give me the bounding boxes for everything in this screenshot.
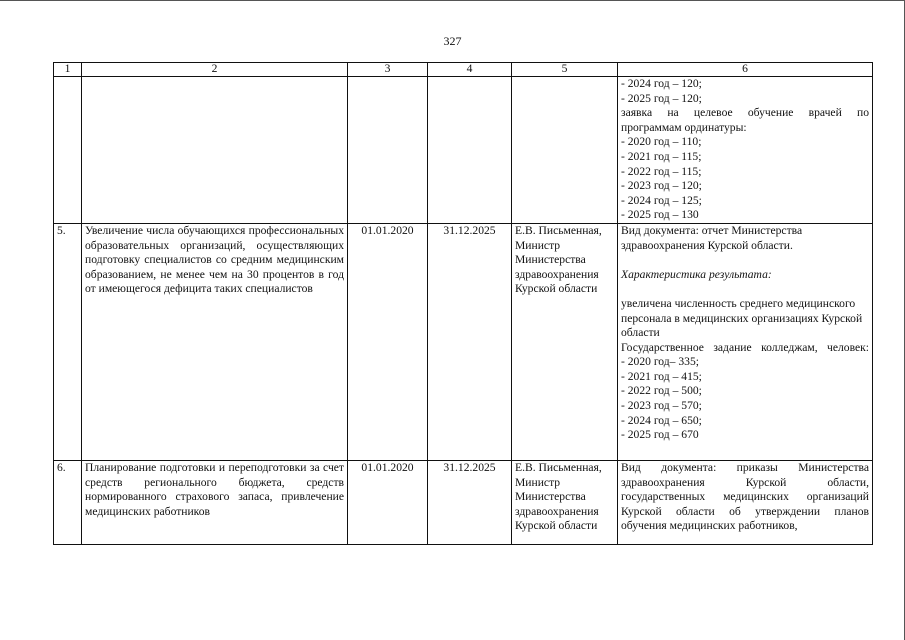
continuation-num-cell	[54, 77, 82, 224]
document-type: Вид документа: приказы Министерства здравоохранения Курской области, государственных медицинских организаций Курской области об утверждении планов обучения медицинских работников,	[618, 460, 873, 544]
continuation-start-cell	[348, 77, 428, 224]
responsible-line: здравоохранения	[515, 504, 599, 518]
start-date: 01.01.2020	[348, 223, 428, 460]
year-value: - 2020 год– 335;	[621, 355, 699, 369]
continuation-line: - 2025 год – 120;	[621, 91, 702, 105]
year-value: - 2025 год – 670	[621, 428, 699, 442]
continuation-resp-cell	[512, 77, 618, 224]
header-col-2: 2	[82, 63, 348, 77]
continuation-result-cell	[618, 77, 873, 224]
continuation-line: - 2024 год – 125;	[621, 193, 702, 207]
responsible-line: Курской области	[515, 519, 598, 533]
continuation-desc-cell	[82, 77, 348, 224]
row-description: Планирование подготовки и переподготовки за счет средств регионального бюджета, средств нормированного страхового запаса, привлечение медицинских работников	[82, 460, 348, 544]
year-value: - 2024 год – 650;	[621, 413, 702, 427]
spacer	[621, 282, 869, 297]
header-col-1: 1	[54, 63, 82, 77]
document-type: Вид документа: отчет Министерства здравоохранения Курской области.	[621, 223, 803, 252]
table-row-5	[54, 223, 873, 460]
result-cell	[618, 223, 873, 460]
responsible-line: Министерства	[515, 490, 586, 504]
responsible-line: здравоохранения	[515, 267, 599, 281]
continuation-line: - 2024 год – 120;	[621, 77, 702, 90]
header-col-5: 5	[512, 63, 618, 77]
plan-table	[53, 62, 873, 545]
result-characteristic-label: Характеристика результата:	[621, 267, 772, 281]
end-date: 31.12.2025	[428, 460, 512, 544]
continuation-line: - 2020 год – 110;	[621, 135, 702, 149]
year-value: - 2023 год – 570;	[621, 399, 702, 413]
page-number: 327	[443, 34, 462, 48]
continuation-line: заявка на целевое обучение врачей по программам ординатуры:	[621, 106, 869, 134]
row-number: 6.	[54, 460, 82, 544]
continuation-line: - 2021 год – 115;	[621, 149, 702, 163]
header-row	[54, 63, 873, 77]
start-date: 01.01.2020	[348, 460, 428, 544]
header-col-6: 6	[618, 63, 873, 77]
header-col-4: 4	[428, 63, 512, 77]
responsible-line: Министр	[515, 475, 561, 489]
continuation-line: - 2023 год – 120;	[621, 179, 702, 193]
year-value: - 2022 год – 500;	[621, 384, 702, 398]
row-number: 5.	[54, 223, 82, 460]
year-value: - 2021 год – 415;	[621, 369, 702, 383]
responsible-line: Е.В. Письменная,	[515, 460, 602, 474]
responsible-line: Министр	[515, 238, 561, 252]
header-col-3: 3	[348, 63, 428, 77]
continuation-line: - 2022 год – 115;	[621, 164, 702, 178]
end-date: 31.12.2025	[428, 223, 512, 460]
continuation-line: - 2025 год – 130	[621, 208, 699, 222]
spacer	[621, 253, 869, 268]
responsible-line: Е.В. Письменная,	[515, 223, 602, 237]
responsible-person	[512, 460, 618, 544]
responsible-line: Министерства	[515, 253, 586, 267]
state-assignment: Государственное задание колледжам, человек:	[621, 340, 869, 354]
responsible-line: Курской области	[515, 282, 598, 296]
table-row-6	[54, 460, 873, 544]
continuation-row	[54, 77, 873, 224]
continuation-end-cell	[428, 77, 512, 224]
row-description: Увеличение числа обучающихся профессиональных образовательных организаций, осуществляющих подготовку специалистов со средним медицинским образованием, не менее чем на 30 процентов в год от имеющегося дефицита таких специалистов	[82, 223, 348, 460]
responsible-person	[512, 223, 618, 460]
result-text: увеличена численность среднего медицинского персонала в медицинских организациях Курской области	[621, 296, 863, 340]
